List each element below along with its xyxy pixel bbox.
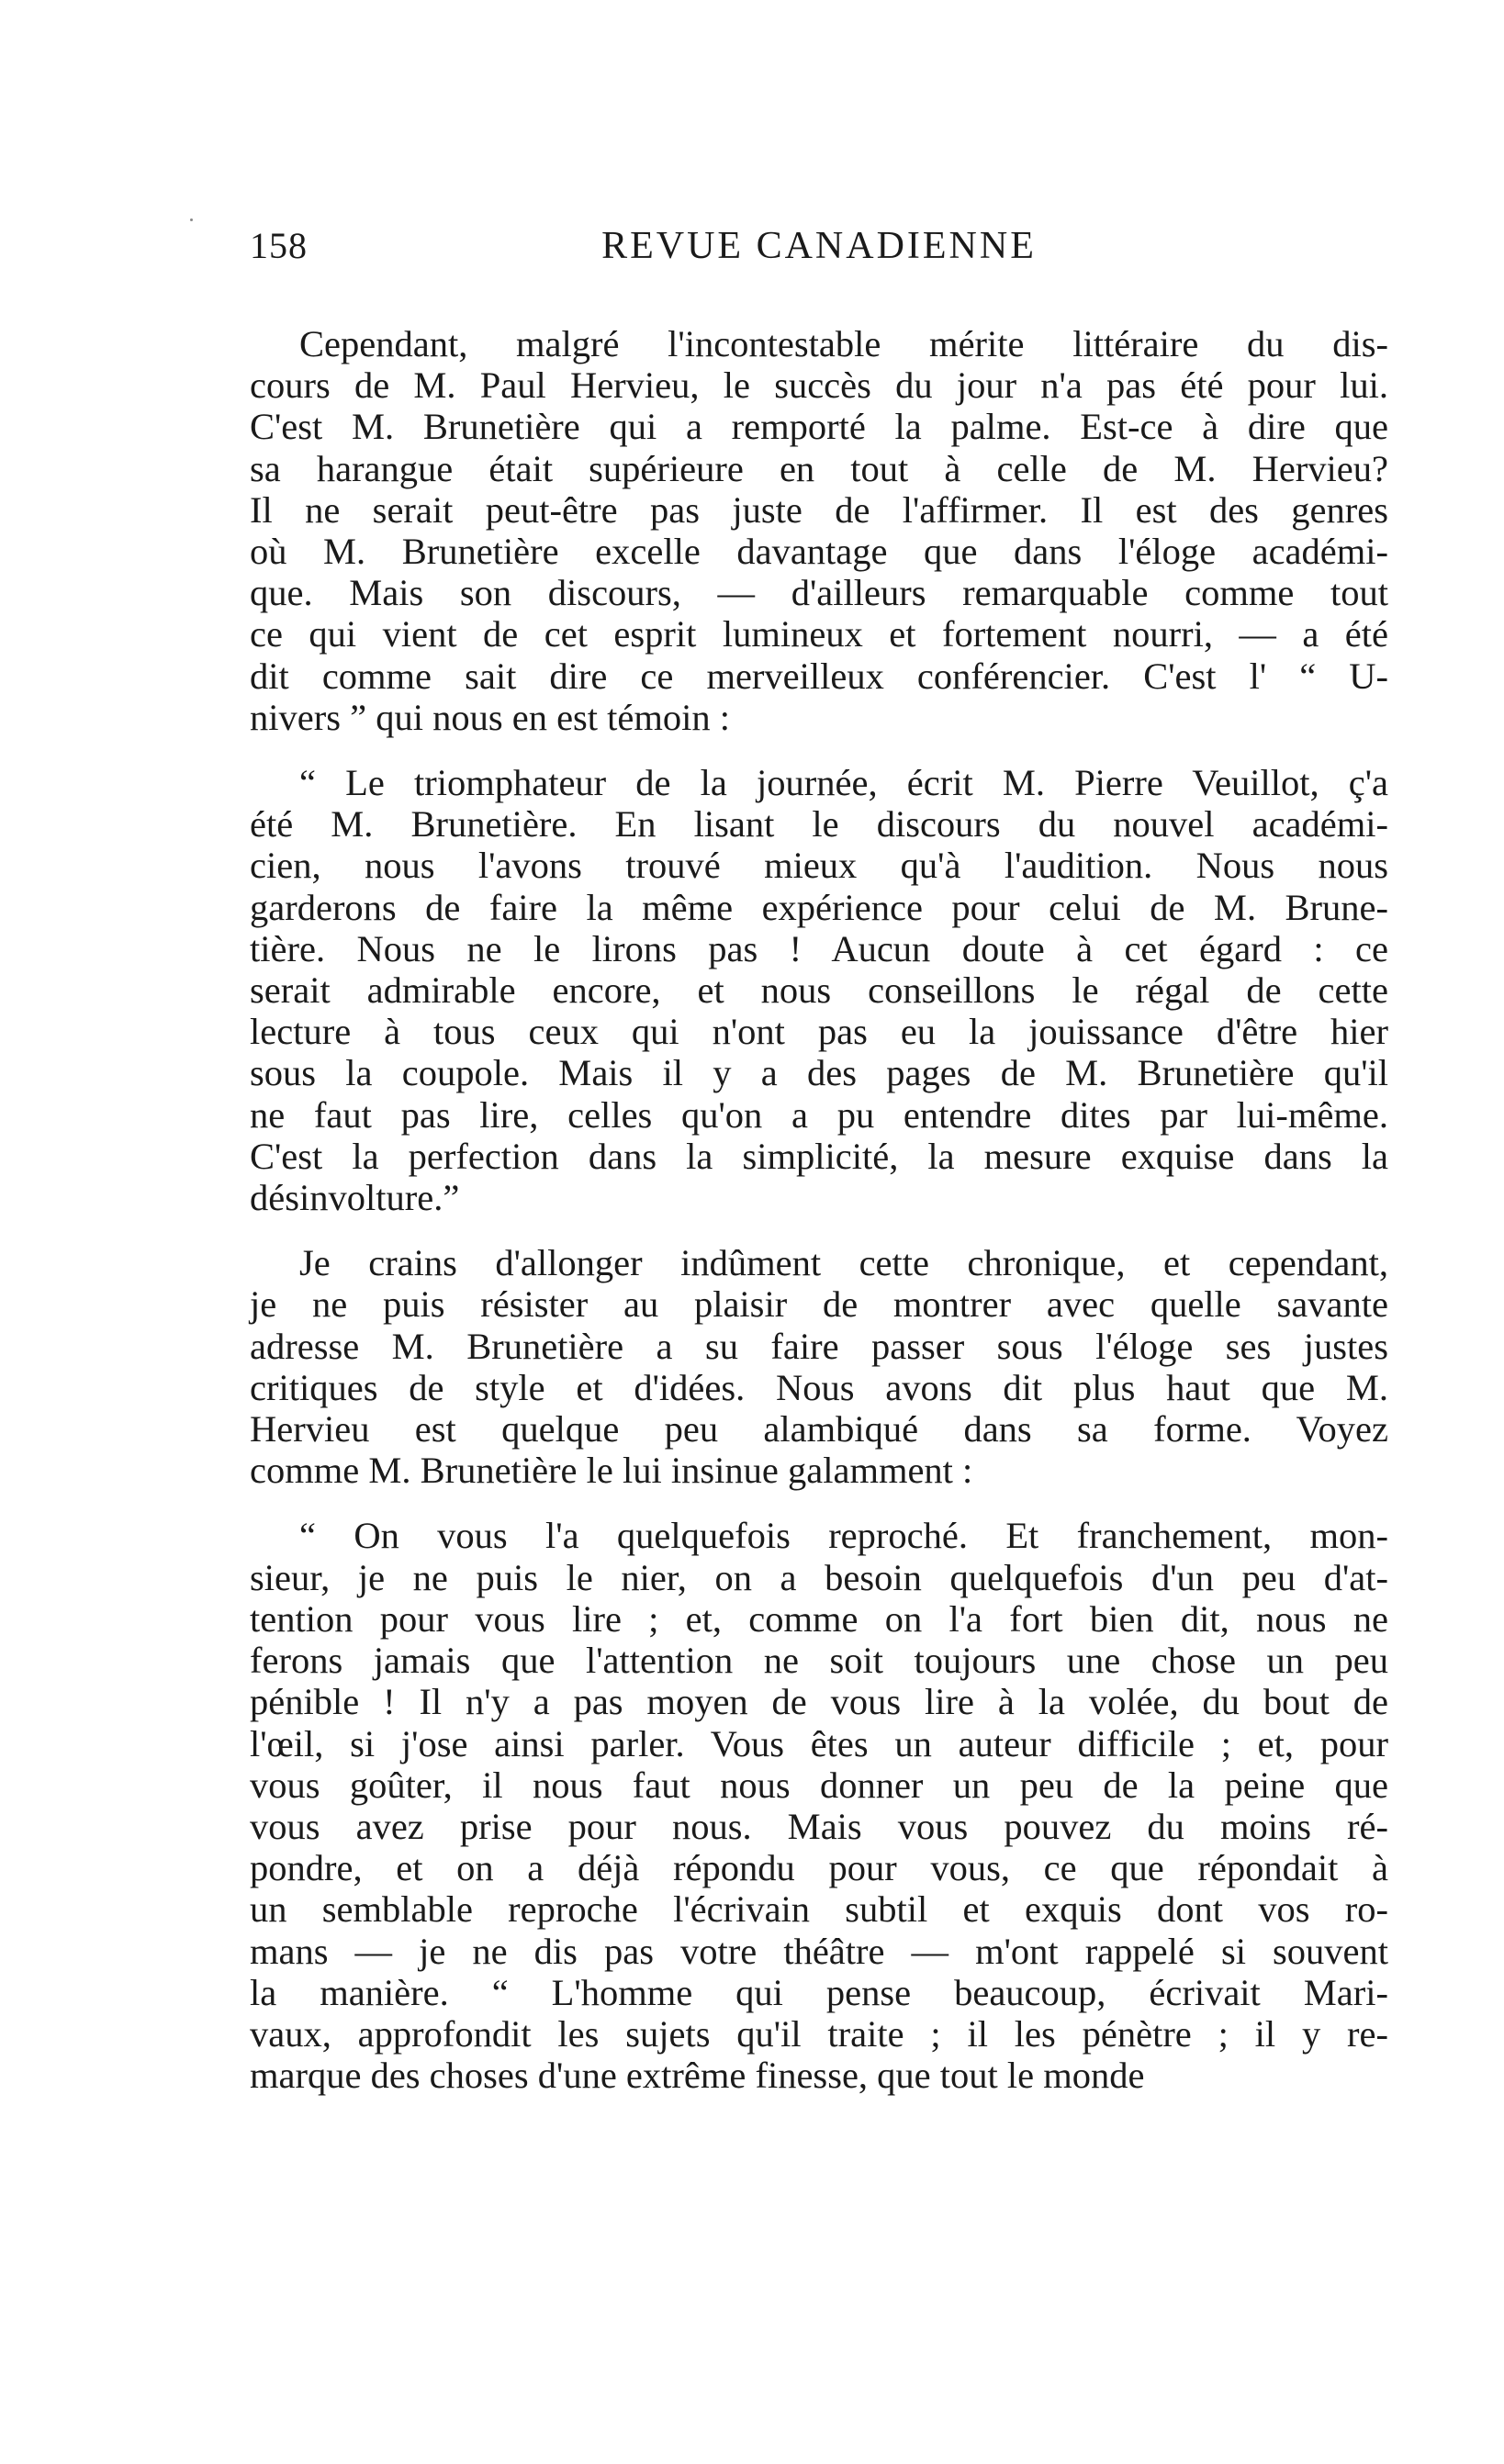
text-line: sieur, je ne puis le nier, on a besoin quelquefois d'un peu d'at- (250, 1556, 1388, 1598)
running-title: REVUE CANADIENNE (601, 225, 1037, 267)
text-line: ferons jamais que l'attention ne soit toujours une chose un peu (250, 1640, 1388, 1682)
text-line: “ Le triomphateur de la journée, écrit M. Pierre Veuillot, ç'a (299, 762, 1388, 804)
text-line: vous avez prise pour nous. Mais vous pouvez du moins ré- (250, 1805, 1388, 1847)
page-number: 158 (250, 225, 308, 266)
paragraph (250, 762, 1388, 1218)
paragraph (250, 323, 1388, 738)
text-line: l'œil, si j'ose ainsi parler. Vous êtes un auteur difficile ; et, pour (250, 1722, 1388, 1764)
text-line: été M. Brunetière. En lisant le discours du nouvel académi- (250, 803, 1388, 846)
text-line: Il ne serait peut-être pas juste de l'affirmer. Il est des genres (250, 488, 1388, 531)
text-line: nivers ” qui nous en est témoin : (250, 696, 731, 738)
text-line: désinvolture.” (250, 1177, 460, 1219)
page-header (250, 224, 1388, 279)
text-line: tière. Nous ne le lirons pas ! Aucun doute à cet égard : ce (250, 927, 1388, 969)
stray-ink-mark (190, 218, 193, 221)
text-line: cien, nous l'avons trouvé mieux qu'à l'audition. Nous nous (250, 845, 1388, 887)
text-line: ne faut pas lire, celles qu'on a pu entendre dites par lui-même. (250, 1093, 1388, 1136)
text-line: lecture à tous ceux qui n'ont pas eu la jouissance d'être hier (250, 1011, 1388, 1053)
text-line: C'est M. Brunetière qui a remporté la palme. Est-ce à dire que (250, 406, 1388, 448)
text-line: comme M. Brunetière le lui insinue galamment : (250, 1450, 973, 1492)
text-line: garderons de faire la même expérience pour celui de M. Brune- (250, 886, 1388, 928)
text-line: critiques de style et d'idées. Nous avons dit plus haut que M. (250, 1366, 1388, 1408)
text-line: tention pour vous lire ; et, comme on l'a fort bien dit, nous ne (250, 1597, 1388, 1640)
text-line: adresse M. Brunetière a su faire passer sous l'éloge ses justes (250, 1325, 1388, 1367)
paragraph (250, 1515, 1388, 2096)
text-line: serait admirable encore, et nous conseillons le régal de cette (250, 969, 1388, 1012)
text-line: marque des choses d'une extrême finesse, que tout le monde (250, 2055, 1145, 2097)
text-line: sa harangue était supérieure en tout à celle de M. Hervieu? (250, 447, 1388, 489)
text-line: pénible ! Il n'y a pas moyen de vous lire à la volée, du bout de (250, 1681, 1388, 1723)
text-line: Je crains d'allonger indûment cette chronique, et cependant, (299, 1242, 1388, 1284)
text-line: je ne puis résister au plaisir de montrer avec quelle savante (250, 1283, 1388, 1326)
text-line: dit comme sait dire ce merveilleux conférencier. C'est l' “ U- (250, 655, 1388, 697)
text-line: pondre, et on a déjà répondu pour vous, ce que répondait à (250, 1847, 1388, 1889)
text-line: vaux, approfondit les sujets qu'il traite ; il les pénètre ; il y re- (250, 2012, 1388, 2055)
text-line: mans — je ne dis pas votre théâtre — m'ont rappelé si souvent (250, 1930, 1388, 1972)
text-line: ce qui vient de cet esprit lumineux et fortement nourri, — a été (250, 613, 1388, 655)
text-line: cours de M. Paul Hervieu, le succès du jour n'a pas été pour lui. (250, 364, 1388, 407)
text-line: C'est la perfection dans la simplicité, la mesure exquise dans la (250, 1135, 1388, 1177)
paragraph (250, 1242, 1388, 1491)
text-line: sous la coupole. Mais il y a des pages de M. Brunetière qu'il (250, 1052, 1388, 1094)
text-line: un semblable reproche l'écrivain subtil et exquis dont vos ro- (250, 1888, 1388, 1931)
text-line: “ On vous l'a quelquefois reproché. Et franchement, mon- (299, 1515, 1388, 1557)
text-line: où M. Brunetière excelle davantage que dans l'éloge académi- (250, 531, 1388, 573)
body-text (250, 323, 1388, 2096)
text-line: Hervieu est quelque peu alambiqué dans sa forme. Voyez (250, 1408, 1388, 1450)
text-line: Cependant, malgré l'incontestable mérite littéraire du dis- (299, 323, 1388, 364)
text-line: la manière. “ L'homme qui pense beaucoup, écrivait Mari- (250, 1971, 1388, 2013)
text-line: que. Mais son discours, — d'ailleurs remarquable comme tout (250, 572, 1388, 614)
text-line: vous goûter, il nous faut nous donner un peu de la peine que (250, 1764, 1388, 1806)
